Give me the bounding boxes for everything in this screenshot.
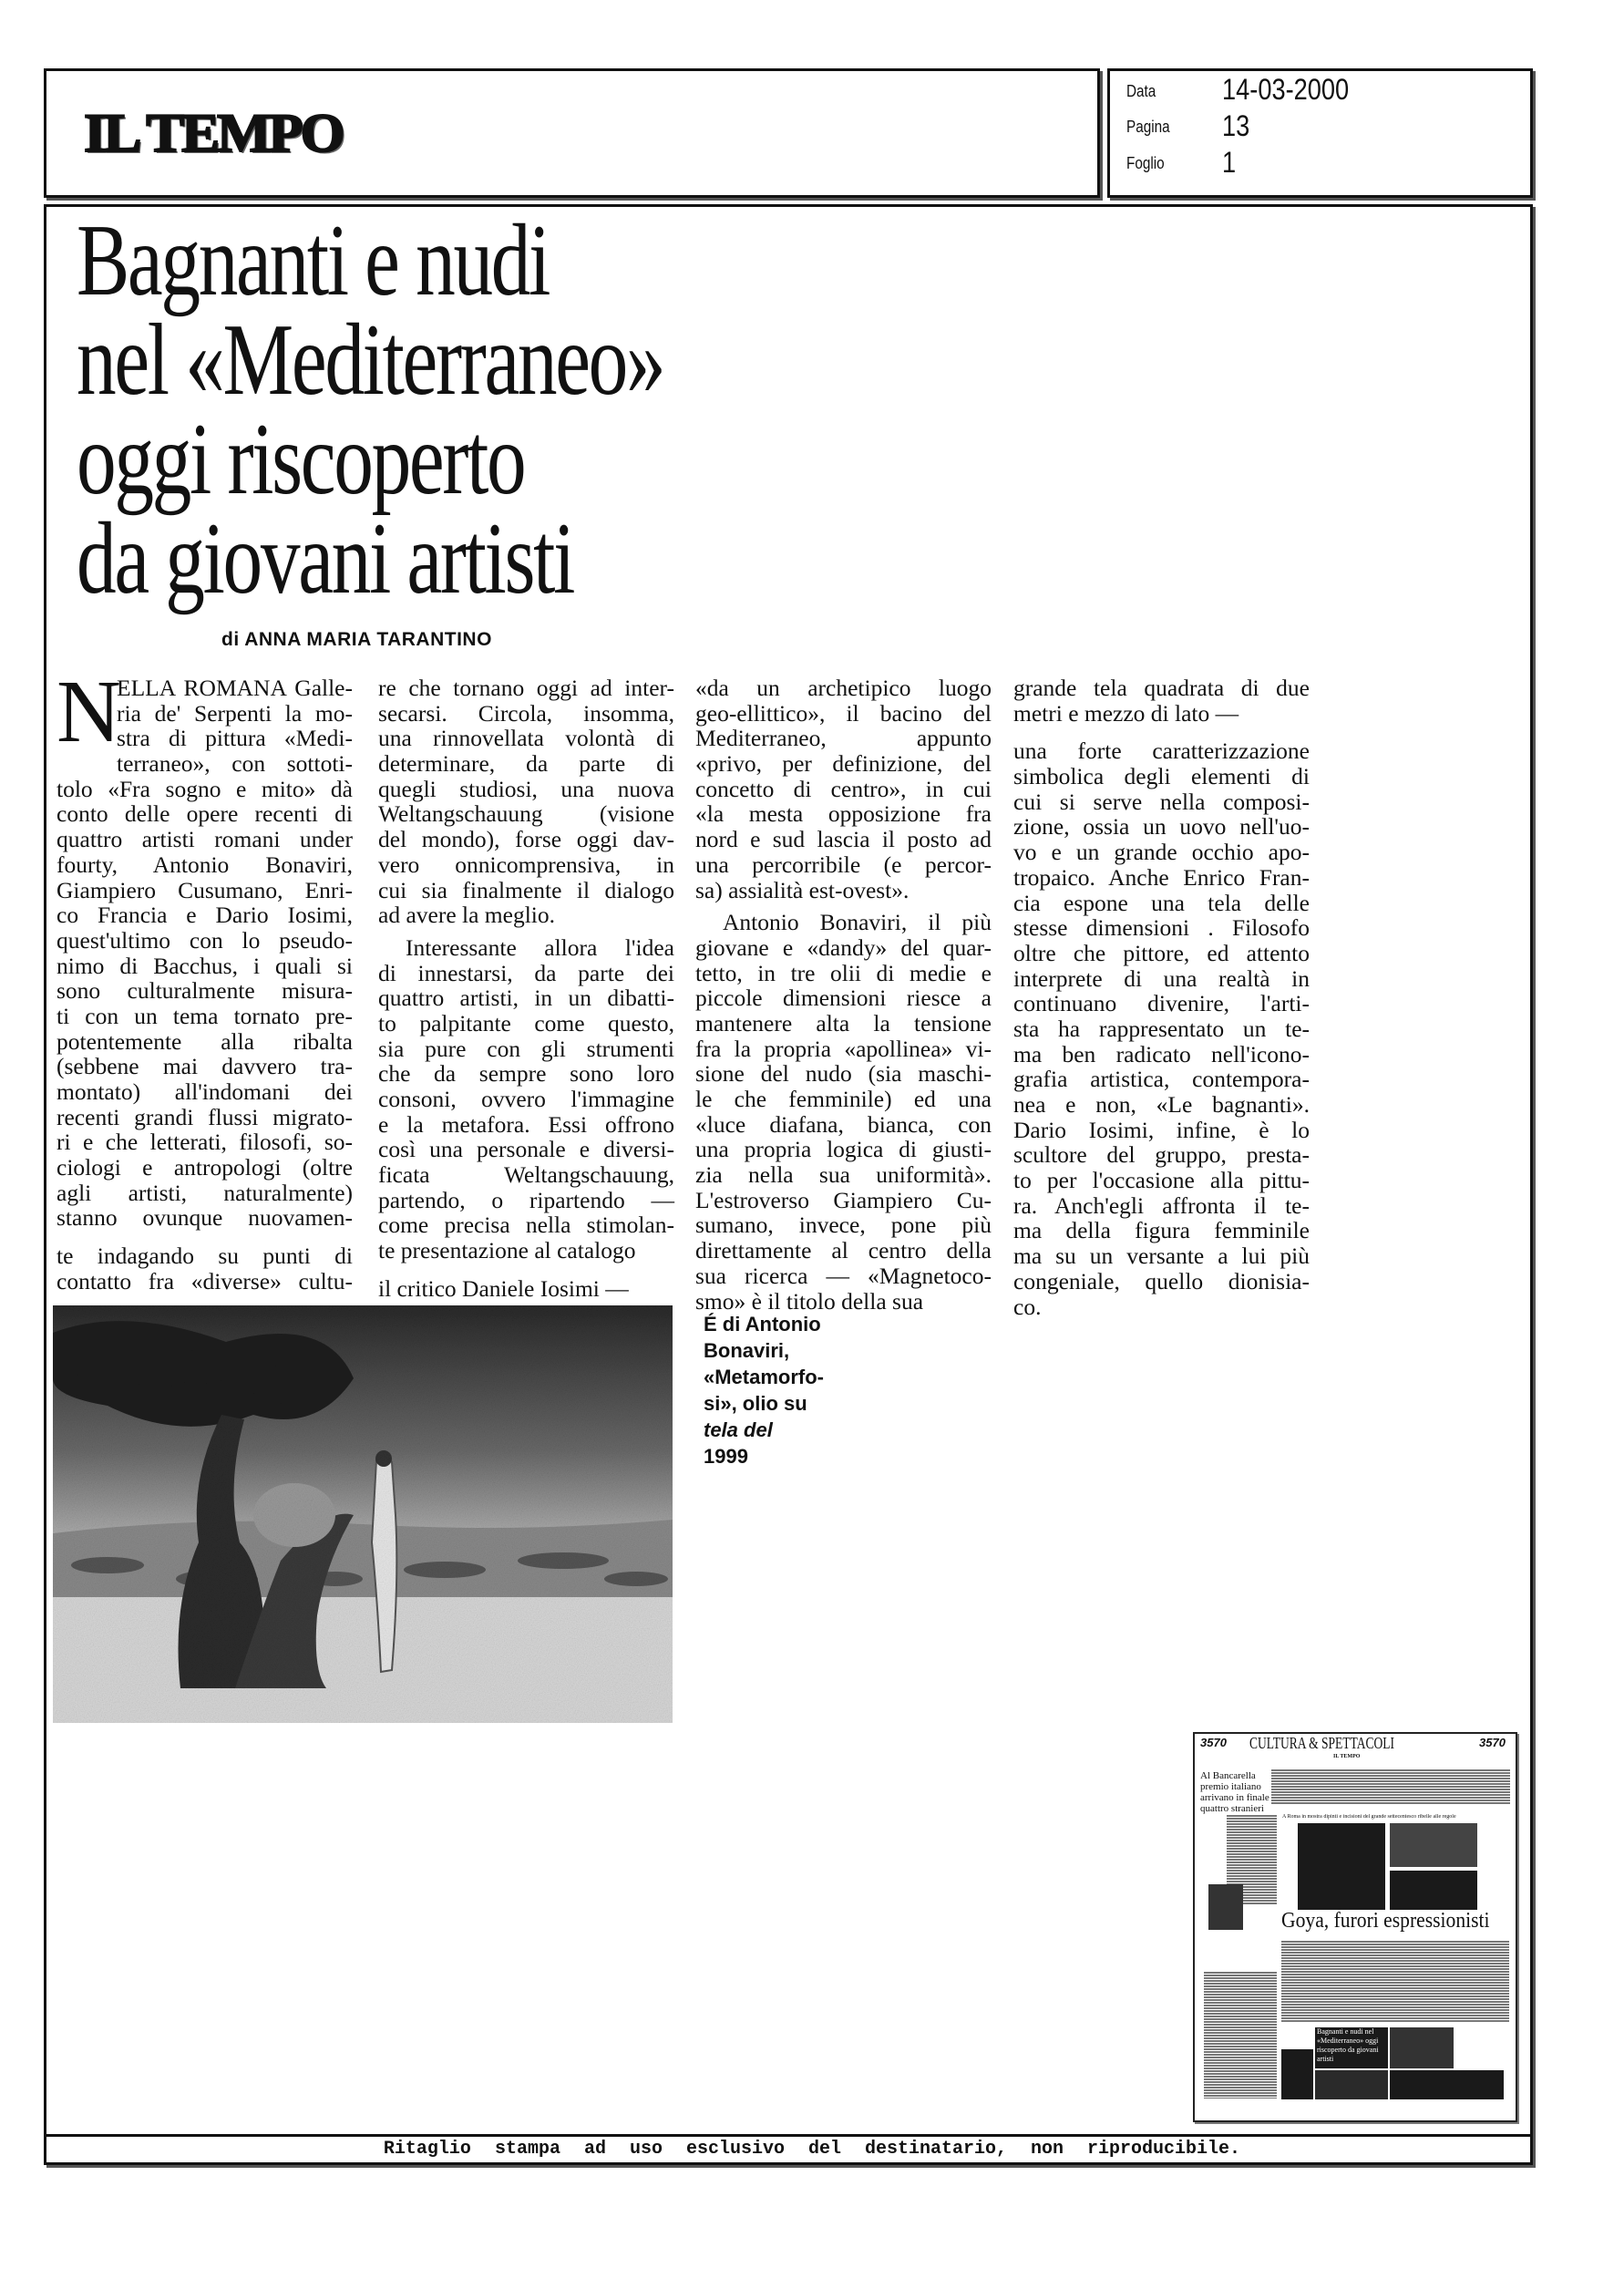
text-line: te presentazione al catalogo xyxy=(378,1237,636,1264)
text-line: Interessante allora l'idea xyxy=(406,933,674,961)
text-line: cia espone una tela delle xyxy=(1013,889,1310,916)
text-line: Giampiero Cusumano, Enri- xyxy=(57,876,353,903)
text-line: concetto di centro», in cui xyxy=(695,775,992,802)
text-line: terraneo», con sottoti- xyxy=(117,750,353,778)
text-line: sa) assialità est-ovest». xyxy=(695,876,910,903)
byline: di ANNA MARIA TARANTINO xyxy=(221,629,492,650)
text-line: consoni, ovvero l'immagine xyxy=(378,1086,674,1112)
text-line: ficata Weltangschauung, xyxy=(378,1161,674,1189)
caption-line: 1999 xyxy=(704,1445,748,1468)
thumb-kicker: A Roma in mostra dipinti e incisioni del grande settecentesco ribelle alle regole xyxy=(1282,1814,1456,1820)
text-line: interprete di una realtà in xyxy=(1013,964,1310,992)
text-line: ELLA ROMANA Galle- xyxy=(117,675,353,701)
text-line: Weltangschauung (visione xyxy=(378,800,674,828)
text-line: grande tela quadrata di due xyxy=(1013,675,1310,701)
text-line: (sebbene mai davvero tra- xyxy=(57,1053,353,1080)
text-line: tolo «Fra sogno e mito» dà xyxy=(57,775,353,802)
text-line: nea e non, «Le bagnanti». xyxy=(1013,1091,1310,1118)
text-line: direttamente al centro della xyxy=(695,1237,992,1264)
article-column-1 xyxy=(57,675,353,1294)
text-line: sia pure con gli strumenti xyxy=(378,1035,674,1062)
article-paragraph xyxy=(378,1276,674,1302)
text-line: fra la propria «apollinea» vi- xyxy=(695,1035,992,1062)
drop-cap: N xyxy=(57,663,121,761)
text-line: determinare, da parte di xyxy=(378,750,674,778)
date-label: Data xyxy=(1126,82,1156,100)
text-line: to per l'occasione alla pittu- xyxy=(1013,1167,1310,1194)
reproduction-notice: Ritaglio stampa ad uso esclusivo del destinatario, non riproducibile. xyxy=(383,2139,1241,2160)
thumb-headline-article: Bagnanti e nudi nel «Mediterraneo» oggi riscoperto da giovani artisti xyxy=(1317,2027,1379,2063)
text-line: stesse dimensioni . Filosofo xyxy=(1013,914,1310,942)
text-line: to palpitante come questo, xyxy=(378,1009,674,1036)
thumb-masthead: IL TEMPO xyxy=(1333,1754,1361,1759)
text-line: secarsi. Circola, insomma, xyxy=(378,699,674,727)
text-line: sua ricerca — «Magnetoco- xyxy=(695,1262,992,1289)
painting-photo xyxy=(53,1305,673,1723)
text-line: di innestarsi, da parte dei xyxy=(378,959,674,986)
text-line: re che tornano oggi ad inter- xyxy=(378,675,674,701)
text-line: conto delle opere recenti di xyxy=(57,800,353,828)
article-column-4 xyxy=(1013,675,1310,1319)
text-line: quegli studiosi, una nuova xyxy=(378,775,674,802)
article-paragraph xyxy=(1013,675,1310,726)
text-line: grafia artistica, contempora- xyxy=(1013,1066,1310,1093)
text-line: piccole dimensioni riesce a xyxy=(695,985,992,1012)
text-line: ri e che letterati, filosofi, so- xyxy=(57,1129,353,1156)
sheet-value: 1 xyxy=(1222,146,1237,179)
text-line: stra di pittura «Medi- xyxy=(117,725,353,752)
article-paragraph xyxy=(378,675,674,928)
text-line: recenti grandi flussi migrato- xyxy=(57,1103,353,1130)
thumb-badge: 3570 xyxy=(1200,1736,1227,1749)
text-line: zione, ossia un uovo nell'uo- xyxy=(1013,813,1310,840)
page-thumbnail xyxy=(1193,1732,1517,2122)
caption-line: si», olio su xyxy=(704,1392,807,1415)
headline-line: Bagnanti e nudi xyxy=(77,204,550,317)
page-label: Pagina xyxy=(1126,118,1170,136)
text-line: quattro artisti romani under xyxy=(57,826,353,853)
painting-ground xyxy=(53,1597,673,1723)
text-line: «privo, per definizione, del xyxy=(695,750,992,778)
text-line: una forte caratterizzazione xyxy=(1013,737,1310,765)
text-line: Mediterraneo, appunto xyxy=(695,725,992,752)
text-line: nord e sud lascia il posto ad xyxy=(695,826,992,853)
thumb-headline-left: Al Bancarella premio italiano arrivano in finale quattro stranieri xyxy=(1200,1770,1269,1814)
article-column-3 xyxy=(695,675,992,1314)
text-line: agli artisti, naturalmente) xyxy=(57,1179,353,1206)
text-line: Antonio Bonaviri, il più xyxy=(723,909,992,936)
article-paragraph xyxy=(695,910,992,1314)
article-column-2 xyxy=(378,675,674,1302)
text-line: L'estroverso Giampiero Cu- xyxy=(695,1186,992,1213)
text-line: metri e mezzo di lato — xyxy=(1013,699,1239,727)
text-line: le che femminile) ed una xyxy=(695,1086,992,1112)
text-line: vero onnicomprensiva, in xyxy=(378,851,674,878)
painting-egg xyxy=(253,1483,335,1547)
text-line: smo» è il titolo della sua xyxy=(695,1287,924,1315)
text-line: una propria logica di giusti- xyxy=(695,1136,992,1163)
text-line: ma della figura femminile xyxy=(1013,1217,1310,1244)
text-line: tropaico. Anche Enrico Fran- xyxy=(1013,863,1310,891)
thumb-headline-main: Goya, furori espressionisti xyxy=(1281,1909,1490,1933)
text-line: ti con un tema tornato pre- xyxy=(57,1002,353,1029)
text-line: «da un archetipico luogo xyxy=(695,675,992,701)
text-line: sumano, invece, pone più xyxy=(695,1212,992,1239)
photo-caption xyxy=(704,1311,824,1469)
text-line: Dario Iosimi, infine, è lo xyxy=(1013,1116,1310,1143)
text-line: una rinnovellata volontà di xyxy=(378,725,674,752)
headline-line: oggi riscoperto xyxy=(77,403,525,516)
text-line: montato) all'indomani dei xyxy=(57,1078,353,1105)
headline-line: da giovani artisti xyxy=(77,502,574,615)
text-line: ciologi e antropologi (oltre xyxy=(57,1154,353,1181)
text-line: «la mesta opposizione fra xyxy=(695,800,992,828)
newspaper-logo: IL TEMPO xyxy=(84,103,343,163)
article-paragraph xyxy=(695,675,992,902)
text-line: mantenere alta la tensione xyxy=(695,1009,992,1036)
caption-line: É di Antonio xyxy=(704,1313,821,1335)
thumb-section-title: CULTURA & SPETTACOLI xyxy=(1249,1734,1394,1752)
text-line: e la metafora. Essi offrono xyxy=(378,1110,674,1138)
text-line: cui sia finalmente il dialogo xyxy=(378,876,674,903)
article-headline xyxy=(77,204,664,615)
caption-line: Bonaviri, xyxy=(704,1339,790,1362)
text-line: sione del nudo (sia maschi- xyxy=(695,1060,992,1088)
article-paragraph xyxy=(1013,738,1310,1319)
text-line: congeniale, quello dionisia- xyxy=(1013,1267,1310,1294)
text-line: zia nella sua uniformità». xyxy=(695,1161,992,1189)
text-line: continuano divenire, l'arti- xyxy=(1013,990,1310,1017)
caption-line: «Metamorfo- xyxy=(704,1366,825,1388)
text-line: potentemente alla ribalta xyxy=(57,1027,353,1055)
caption-line: tela del xyxy=(704,1418,773,1441)
text-line: oltre che pittore, ed attento xyxy=(1013,939,1310,966)
footer-divider xyxy=(44,2134,1533,2137)
text-line: vo e un grande occhio apo- xyxy=(1013,839,1310,866)
text-line: che da sempre sono loro xyxy=(378,1060,674,1088)
text-line: fourty, Antonio Bonaviri, xyxy=(57,851,353,878)
text-line: ad avere la meglio. xyxy=(378,902,555,929)
text-line: una percorribile (e percor- xyxy=(695,851,992,878)
text-line: tetto, in tre olii di medie e xyxy=(695,959,992,986)
text-line: ma su un versante a lui più xyxy=(1013,1243,1310,1270)
text-line: quattro artisti, in un dibatti- xyxy=(378,985,674,1012)
text-line: sta ha rappresentato un te- xyxy=(1013,1015,1310,1042)
text-line: ra. Anch'egli affronta il te- xyxy=(1013,1191,1310,1219)
text-line: scultore del gruppo, presta- xyxy=(1013,1141,1310,1169)
text-line: come precisa nella stimolan- xyxy=(378,1212,674,1239)
page-value: 13 xyxy=(1222,109,1250,142)
text-line: del mondo), forse oggi dav- xyxy=(378,826,674,853)
text-line: ria de' Serpenti la mo- xyxy=(117,699,353,727)
text-line: stanno ovunque nuovamen- xyxy=(57,1204,353,1232)
text-line: contatto fra «diverse» cultu- xyxy=(57,1267,353,1294)
text-line: geo-ellittico», il bacino del xyxy=(695,699,992,727)
text-line: sono culturalmente misura- xyxy=(57,977,353,1005)
text-line: il critico Daniele Iosimi — xyxy=(378,1274,629,1302)
text-line: così una personale e diversi- xyxy=(378,1136,674,1163)
text-line: nimo di Bacchus, i quali si xyxy=(57,952,353,979)
text-line: ma ben radicato nell'icono- xyxy=(1013,1040,1310,1067)
text-line: co Francia e Dario Iosimi, xyxy=(57,902,353,929)
date-value: 14-03-2000 xyxy=(1222,73,1350,106)
text-line: giovane e «dandy» del quar- xyxy=(695,933,992,961)
text-line: «luce diafana, bianca, con xyxy=(695,1110,992,1138)
headline-line: nel «Mediterraneo» xyxy=(77,304,664,417)
article-paragraph xyxy=(57,1243,353,1294)
text-line: quest'ultimo con lo pseudo- xyxy=(57,926,353,954)
text-line: partendo, o ripartendo — xyxy=(378,1186,674,1213)
sheet-label: Foglio xyxy=(1126,154,1165,172)
text-line: co. xyxy=(1013,1293,1042,1320)
article-paragraph xyxy=(378,935,674,1263)
text-line: te indagando su punti di xyxy=(57,1243,353,1270)
text-line: simbolica degli elementi di xyxy=(1013,763,1310,790)
article-paragraph xyxy=(57,675,353,1231)
thumb-badge: 3570 xyxy=(1479,1736,1506,1749)
text-line: cui si serve nella composi- xyxy=(1013,788,1310,815)
